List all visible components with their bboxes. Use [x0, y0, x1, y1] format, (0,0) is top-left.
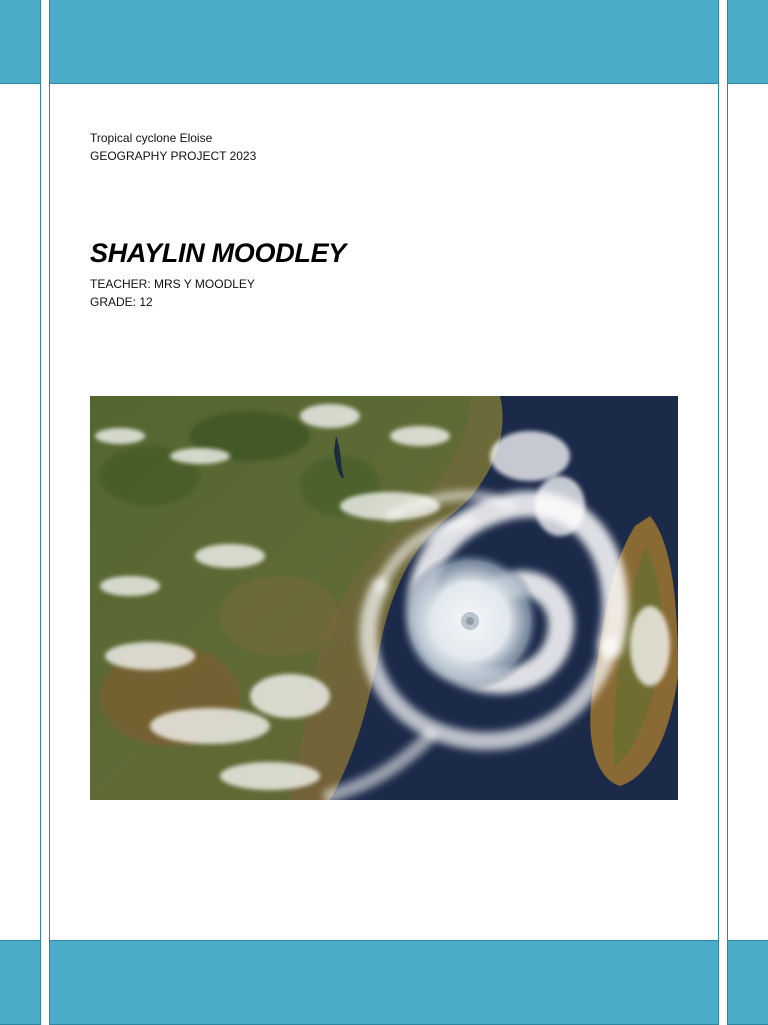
bottom-band-left	[0, 940, 41, 1025]
border-line-left-inner	[49, 0, 50, 1024]
project-topic: Tropical cyclone Eloise	[90, 131, 213, 145]
border-line-right-outer	[727, 0, 728, 1024]
student-name: SHAYLIN MOODLEY	[90, 238, 347, 268]
bottom-band-right	[727, 940, 768, 1025]
grade-line: GRADE: 12	[90, 295, 153, 309]
teacher-line: TEACHER: MRS Y MOODLEY	[90, 277, 255, 291]
top-band-left	[0, 0, 41, 84]
satellite-cyclone-image	[90, 396, 678, 800]
bottom-band	[49, 940, 719, 1025]
border-line-right-inner	[718, 0, 719, 1024]
top-band	[49, 0, 719, 84]
project-subtitle: GEOGRAPHY PROJECT 2023	[90, 149, 257, 163]
border-line-left-outer	[40, 0, 41, 1024]
top-band-right	[727, 0, 768, 84]
